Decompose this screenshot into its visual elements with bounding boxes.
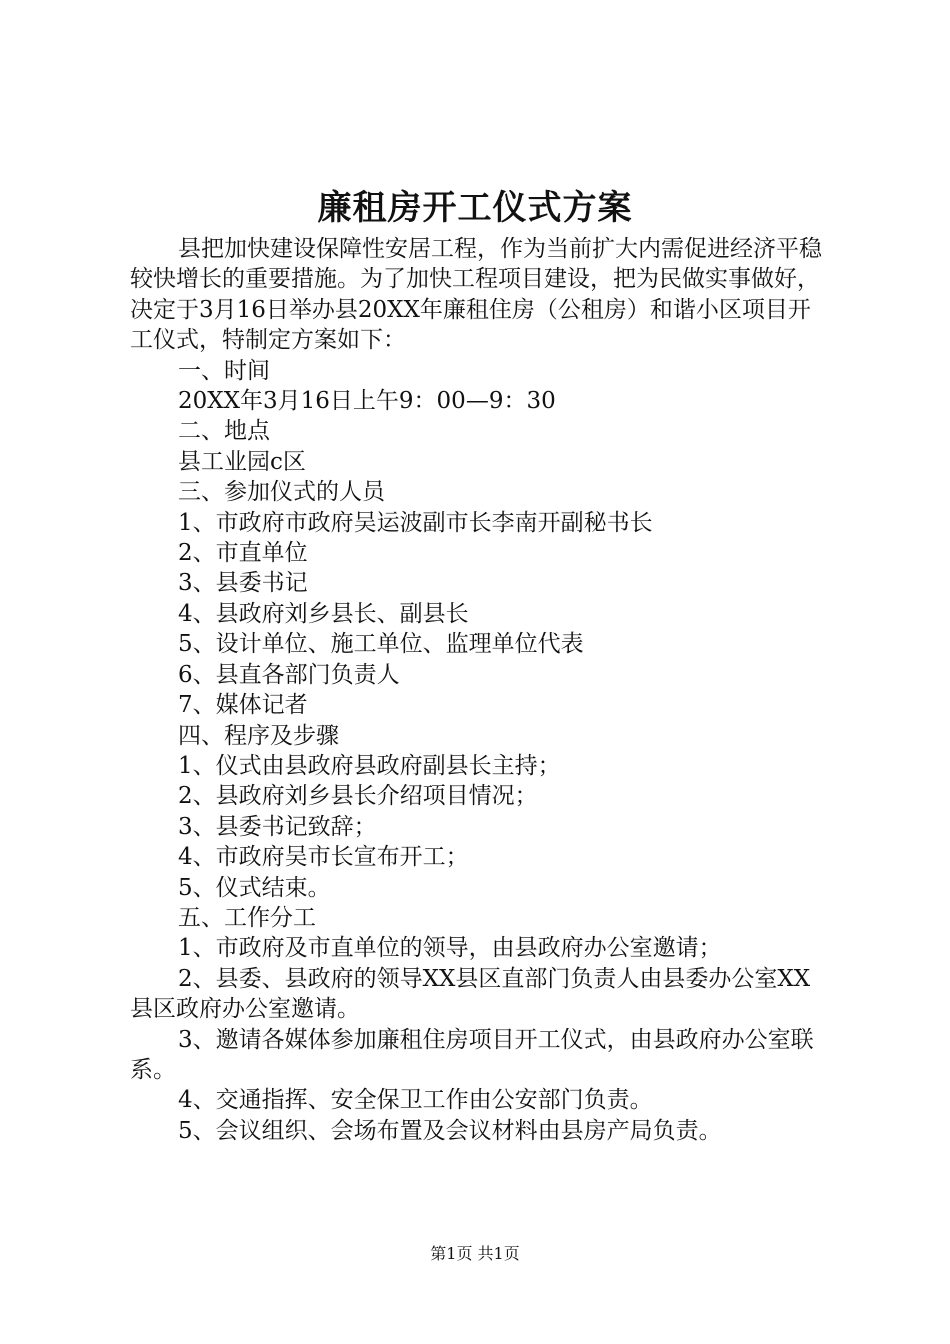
division-item: 1、市政府及市直单位的领导，由县政府办公室邀请； xyxy=(178,935,722,962)
division-item: 3、邀请各媒体参加廉租住房项目开工仪式，由县政府办公室联系。 xyxy=(130,1026,814,1083)
section-heading-division: 五、工作分工 xyxy=(178,904,316,931)
procedure-item: 3、县委书记致辞； xyxy=(178,813,377,840)
page-title: 廉租房开工仪式方案 xyxy=(317,188,633,228)
attendee-item: 6、县直各部门负责人 xyxy=(178,661,400,688)
procedure-item: 5、仪式结束。 xyxy=(178,874,331,901)
document-body xyxy=(130,234,830,1146)
section-heading-place: 二、地点 xyxy=(178,418,270,445)
procedure-item: 4、市政府吴市长宣布开工； xyxy=(178,844,469,871)
procedure-item: 1、仪式由县政府县政府副县长主持； xyxy=(178,752,561,779)
attendee-item: 3、县委书记 xyxy=(178,570,308,597)
intro-paragraph: 县把加快建设保障性安居工程，作为当前扩大内需促进经济平稳较快增长的重要措施。为了加快工程项目建设，把为民做实事做好，决定于3月16日举办县20XX年廉租住房（公租房）和谐小区项目开工仪式，特制定方案如下： xyxy=(130,236,822,354)
attendee-item: 7、媒体记者 xyxy=(178,692,308,719)
division-item: 5、会议组织、会场布置及会议材料由县房产局负责。 xyxy=(178,1117,722,1144)
time-value: 20XX年3月16日上午9：00—9：30 xyxy=(178,388,556,415)
division-item: 4、交通指挥、安全保卫工作由公安部门负责。 xyxy=(178,1087,653,1114)
attendee-item: 1、市政府市政府吴运波副市长李南开副秘书长 xyxy=(178,509,653,536)
section-heading-procedure: 四、程序及步骤 xyxy=(178,722,339,749)
attendee-item: 5、设计单位、施工单位、监理单位代表 xyxy=(178,631,584,658)
section-heading-time: 一、时间 xyxy=(178,357,270,384)
place-value: 县工业园c区 xyxy=(178,448,306,475)
procedure-item: 2、县政府刘乡县长介绍项目情况； xyxy=(178,783,538,810)
attendee-item: 2、市直单位 xyxy=(178,540,308,567)
division-item: 2、县委、县政府的领导XX县区直部门负责人由县委办公室XX县区政府办公室邀请。 xyxy=(130,965,811,1023)
page-footer: 第1页 共1页 xyxy=(430,1244,520,1263)
section-heading-attendees: 三、参加仪式的人员 xyxy=(178,479,385,506)
attendee-item: 4、县政府刘乡县长、副县长 xyxy=(178,600,469,627)
